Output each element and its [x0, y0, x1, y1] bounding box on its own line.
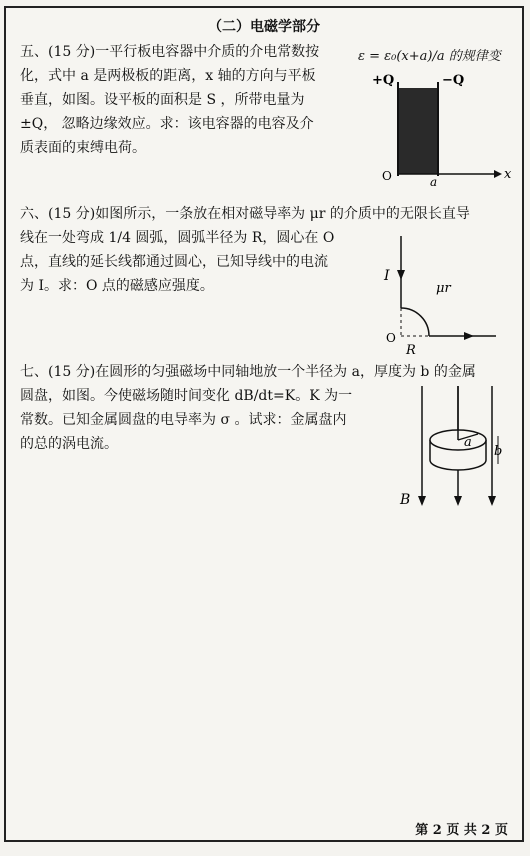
quarter-arc [401, 308, 429, 336]
current-arrow-down-icon [397, 270, 405, 280]
exam-page [4, 6, 524, 842]
x-axis-arrow-icon [494, 170, 502, 178]
problem-6-line-2: 线在一处弯成 1/4 圆弧，圆弧半径为 R，圆心在 O [20, 230, 335, 246]
figure-bent-wire [376, 230, 516, 358]
problem-5-line-4: ±Q， 忽略边缘效应。求：该电容器的电容及介 [20, 116, 314, 132]
thickness-b-label: b [494, 444, 503, 459]
current-label: I [384, 268, 390, 284]
field-arrow-1-icon [418, 496, 426, 506]
figure-capacitor [366, 70, 516, 190]
field-arrow-2-icon [454, 496, 462, 506]
problem-7-line-2: 圆盘，如图。今使磁场随时间变化 dB/dt=K。K 为一 [20, 388, 353, 404]
problem-5-line-1: 五、(15 分)一平行板电容器中介质的介电常数按 [20, 44, 320, 60]
radius-label: R [406, 343, 416, 358]
problem-6-line-3: 点，直线的延长线都通过圆心，已知导线中的电流 [20, 254, 328, 270]
mu-label: μr [436, 281, 451, 296]
problem-5 [20, 40, 319, 160]
figure-disk-in-field [392, 382, 522, 512]
a-label: a [430, 175, 438, 189]
current-arrow-right-icon [464, 332, 474, 340]
dielectric-slab [398, 88, 438, 174]
field-arrow-3-icon [488, 496, 496, 506]
problem-7-line-4: 的总的涡电流。 [20, 436, 118, 452]
origin-label: O [382, 169, 392, 183]
plus-q-label: +Q [372, 73, 395, 88]
problem-6-line-1: 六、(15 分)如图所示，一条放在相对磁导率为 μr 的介质中的无限长直导 [20, 206, 470, 222]
problem-5-line-3: 垂直，如图。设平板的面积是 S ，所带电量为 [20, 92, 305, 108]
problem-5-formula: ε = ε₀(x+a)/a 的规律变 [358, 49, 501, 64]
problem-7-line-3: 常数。已知金属圆盘的电导率为 σ 。试求：金属盘内 [20, 412, 347, 428]
origin-label: O [386, 331, 396, 345]
x-label: x [504, 167, 512, 182]
minus-q-label: −Q [442, 73, 465, 88]
problem-5-line-5: 质表面的束缚电荷。 [20, 140, 146, 156]
radius-a-label: a [464, 435, 472, 450]
page-footer: 第 2 页 共 2 页 [415, 823, 508, 838]
field-b-label: B [400, 492, 411, 508]
problem-7-line-1: 七、(15 分)在圆形的匀强磁场中同轴地放一个半径为 a，厚度为 b 的金属 [20, 364, 476, 380]
problem-5-line-2: 化，式中 a 是两极板的距离，x 轴的方向与平板 [20, 68, 316, 84]
problem-6-line-4: 为 I。求：O 点的磁感应强度。 [20, 278, 214, 294]
section-title: （二）电磁学部分 [208, 19, 320, 35]
